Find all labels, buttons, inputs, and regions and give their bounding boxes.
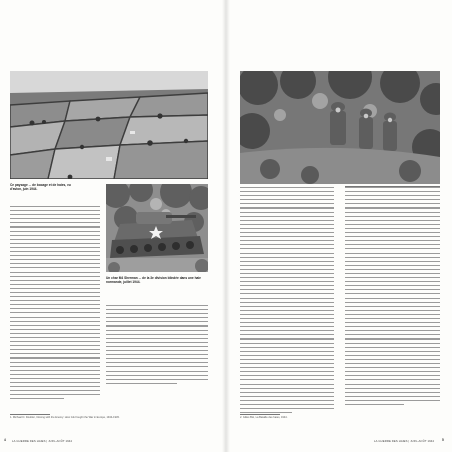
right-page-first-column-text [240,187,334,416]
tank-photo-caption: Un char M4 Sherman ... de la 3e division blindée dans une haie normande, juillet 1944. [106,276,201,284]
right-page-second-column-text [345,187,440,408]
right-page-number: 5 [442,438,444,442]
right-page [226,0,452,452]
right-footnote-rule [240,414,280,415]
tank-in-hedgerow-photo [106,184,208,272]
left-page-number: 4 [4,438,6,442]
soldiers-photo [240,71,440,184]
right-footnote: 2. Gilles Bré, La Bataille des haies, 1944. [240,416,288,419]
left-footnote-rule [10,414,50,415]
aerial-bocage-photo [10,71,208,179]
left-running-head: LA GUERRE DES HAIES | JUIN–AOÛT 1944 [12,438,73,443]
aerial-photo-caption: Ce paysage ... de bocage et de haies, vu d'avion, juin 1944. [10,183,71,191]
left-footnote: 1. Michael D. Doubler, Closing with the Enemy: How GIs Fought the War in Europe, 1944-1945. [10,416,120,419]
book-gutter [222,0,230,452]
right-running-head: LA GUERRE DES HAIES | JUIN–AOÛT 1944 [374,438,435,443]
left-page-second-column-text [106,305,208,387]
left-column-text [10,206,100,403]
